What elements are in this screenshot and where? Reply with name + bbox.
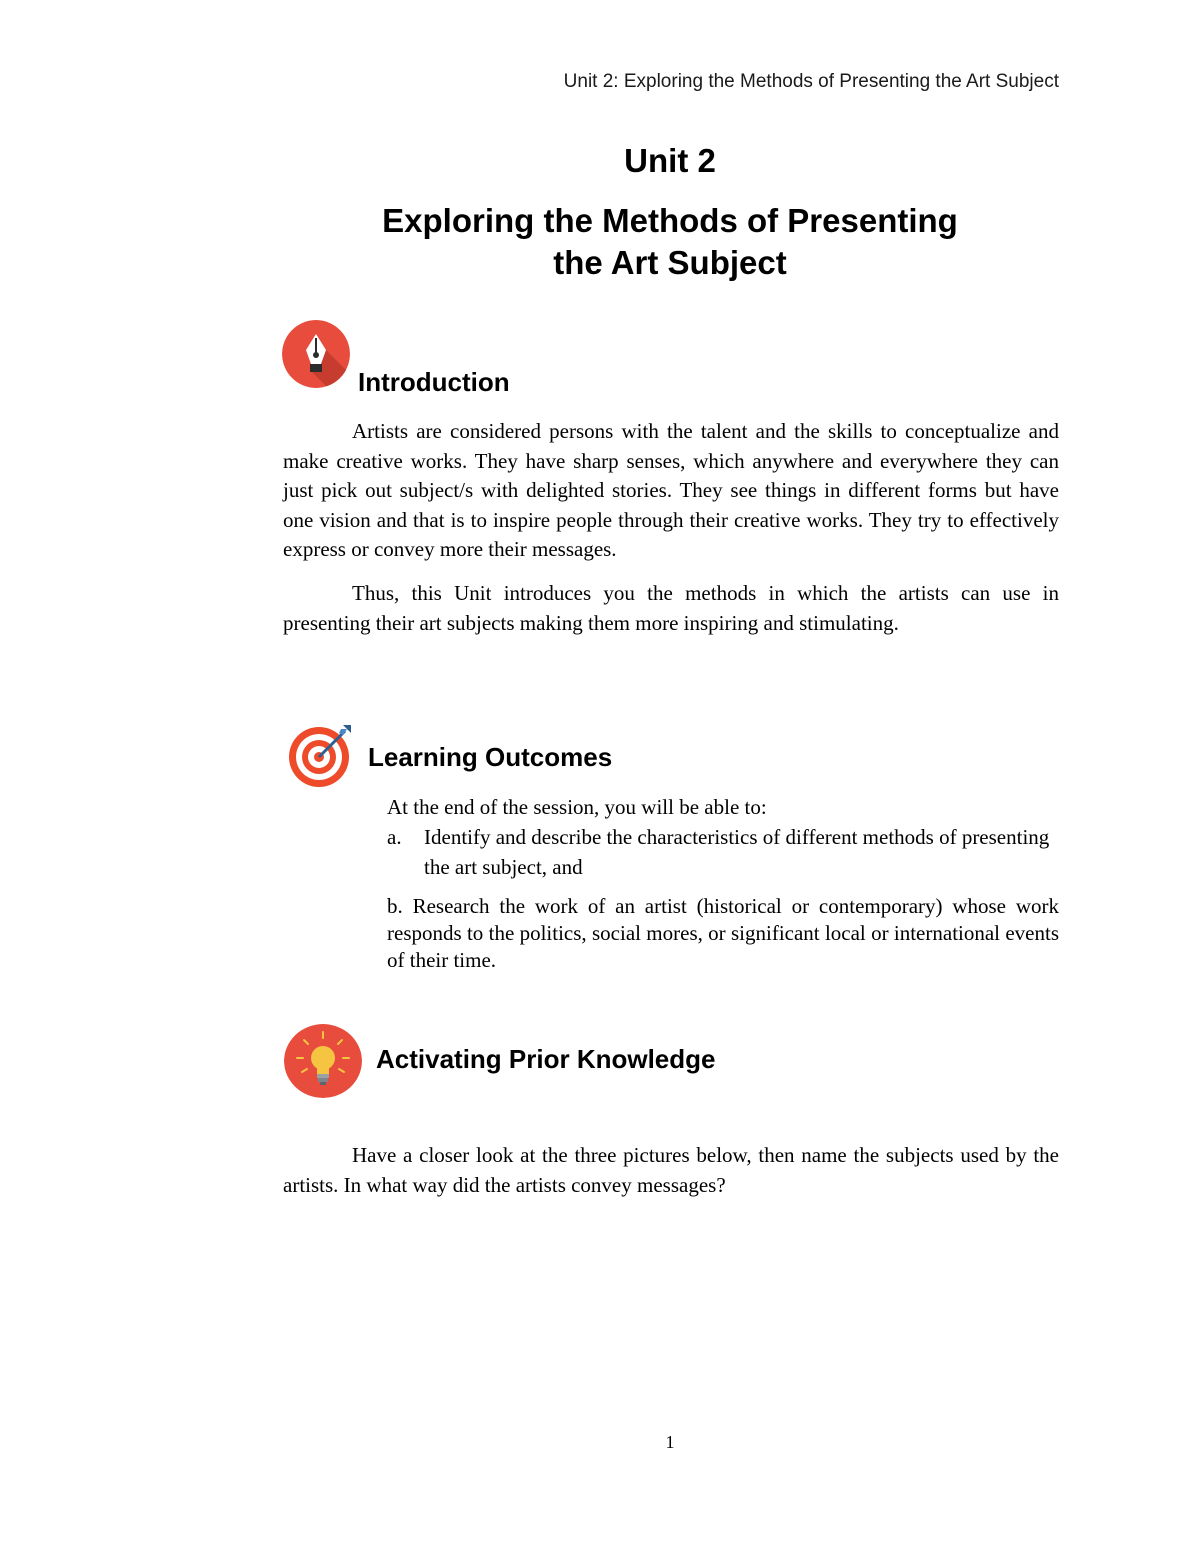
learning-outcomes-heading: Learning Outcomes	[368, 742, 613, 772]
list-marker: a.	[387, 825, 402, 849]
page-title-line-1: Exploring the Methods of Presenting	[382, 202, 958, 239]
pen-nib-icon	[282, 320, 350, 388]
learning-outcome-item	[387, 893, 1059, 974]
lightbulb-icon	[284, 1024, 362, 1098]
running-header: Unit 2: Exploring the Methods of Presenting the Art Subject	[563, 71, 1059, 92]
activating-prior-knowledge-heading: Activating Prior Knowledge	[376, 1044, 716, 1074]
activating-prior-knowledge-paragraph: Have a closer look at the three pictures below, then name the subjects used by the artists. In what way did the artists convey messages?	[283, 1143, 1059, 1197]
unit-title: Unit 2	[624, 142, 716, 179]
introduction-paragraph-2: Thus, this Unit introduces you the methods in which the artists can use in presenting their art subjects making them more inspiring and stimulating.	[283, 581, 1059, 635]
list-item-text: Research the work of an artist (historical or contemporary) whose work responds to the politics, social mores, or significant local or international events of their time.	[387, 894, 1059, 972]
introduction-paragraph-1: Artists are considered persons with the talent and the skills to conceptualize and make creative works. They have sharp senses, which anywhere and everywhere they can just pick out subject/s with delighted stories. They see things in different forms but have one vision and that is to inspire people through their creative works. They try to effectively express or convey more their messages.	[283, 419, 1059, 561]
list-item-text: Identify and describe the characteristics of different methods of presenting the art subject, and	[424, 825, 1050, 879]
learning-outcome-item	[387, 822, 1059, 882]
introduction-heading: Introduction	[358, 367, 510, 397]
list-marker: b.	[387, 894, 403, 918]
target-icon	[287, 723, 353, 789]
page-title	[0, 200, 1200, 284]
page-number: 1	[665, 1432, 675, 1452]
learning-outcomes-intro: At the end of the session, you will be able to:	[387, 795, 767, 819]
page-title-line-2: the Art Subject	[553, 244, 787, 281]
